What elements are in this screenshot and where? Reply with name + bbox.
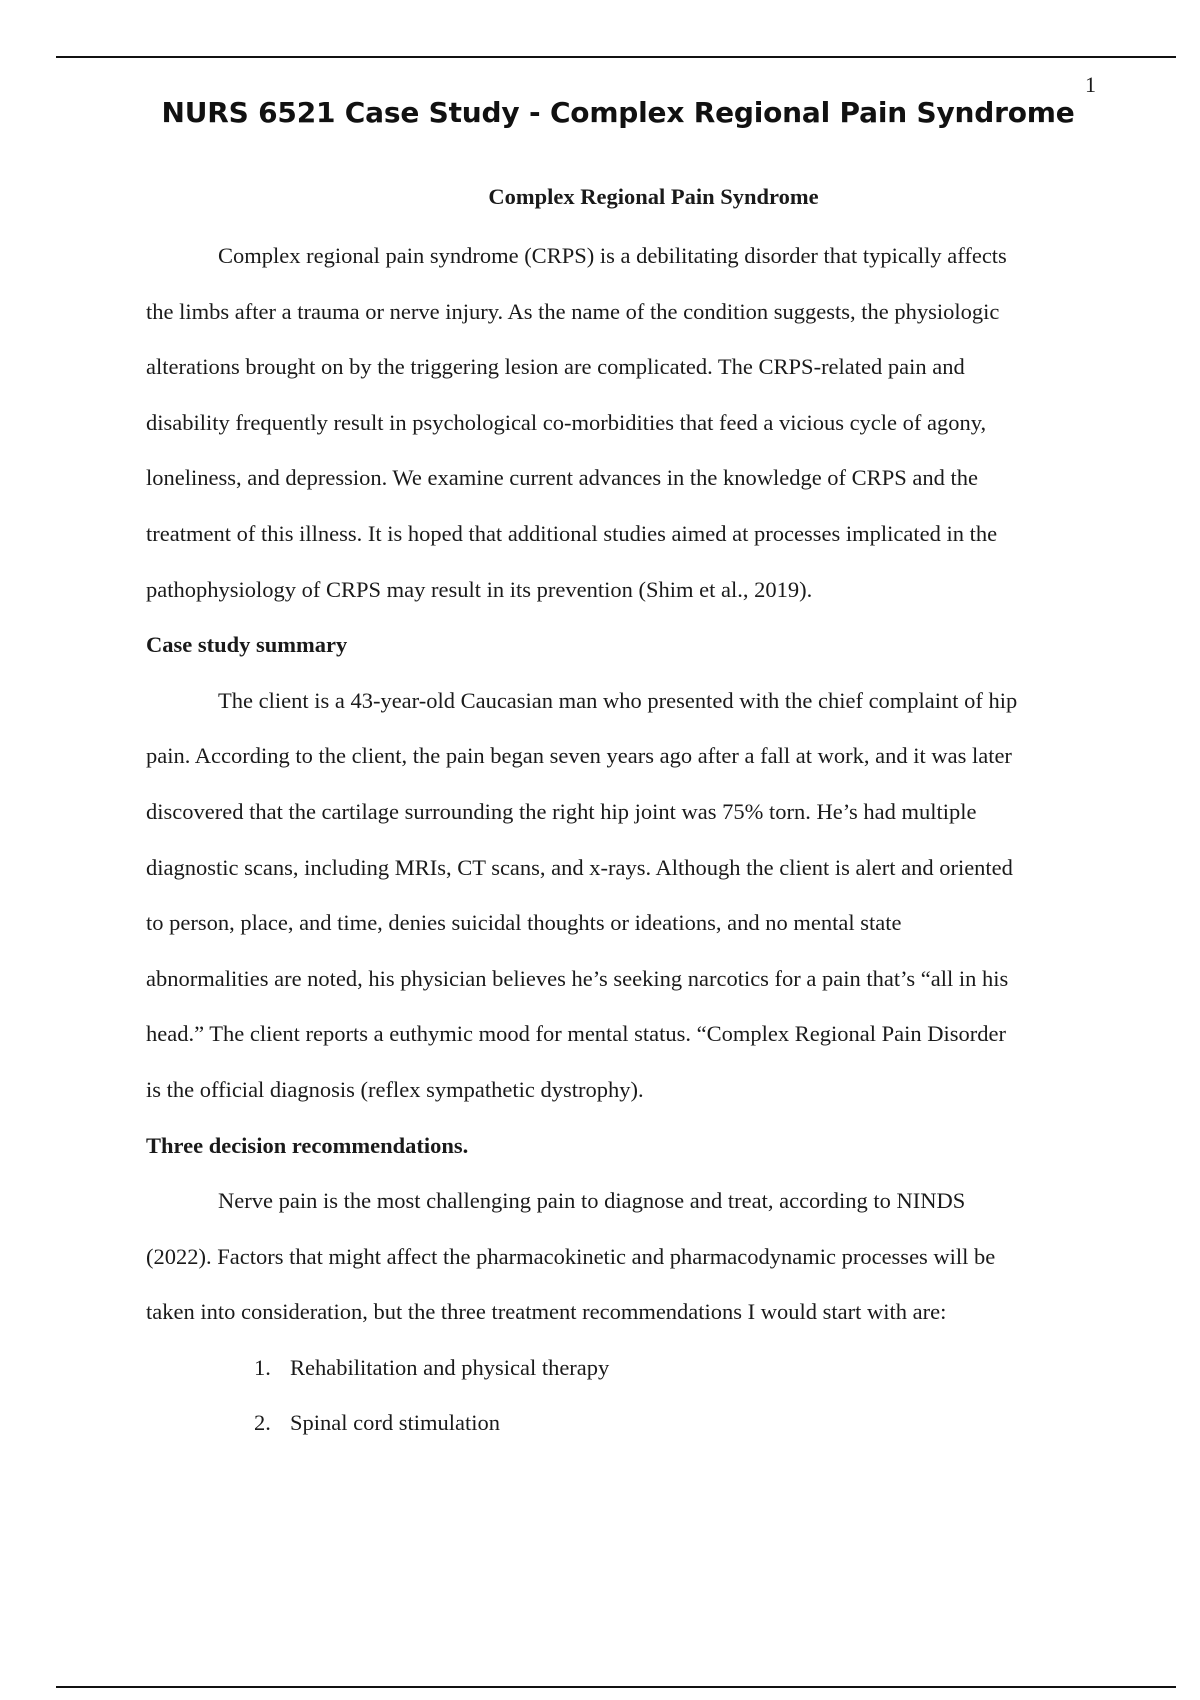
list-text: Spinal cord stimulation [290, 1410, 500, 1436]
recommendations-paragraph [146, 1173, 1086, 1340]
paragraph-line: The client is a 43-year-old Caucasian man who presented with the chief complaint of hip [218, 687, 1018, 713]
paper-title: Complex Regional Pain Syndrome [488, 184, 819, 209]
bottom-rule [56, 1686, 1176, 1688]
document-title: NURS 6521 Case Study - Complex Regional Pain Syndrome [161, 96, 1075, 129]
paragraph-line: head.” The client reports a euthymic mood for mental status. “Complex Regional Pain Disorder [146, 1021, 1006, 1047]
list-item [146, 1340, 1086, 1396]
paragraph-line: (2022). Factors that might affect the pharmacokinetic and pharmacodynamic processes will be [146, 1243, 996, 1269]
paragraph-line: pathophysiology of CRPS may result in its prevention (Shim et al., 2019). [146, 576, 813, 602]
paragraph-line: discovered that the cartilage surrounding the right hip joint was 75% torn. He’s had multiple [146, 798, 977, 824]
paragraph-line: treatment of this illness. It is hoped that additional studies aimed at processes implicated in the [146, 520, 998, 546]
paragraph-line: disability frequently result in psychological co-morbidities that feed a vicious cycle of agony, [146, 409, 987, 435]
case-summary-paragraph [146, 673, 1086, 1118]
paragraph-line: Nerve pain is the most challenging pain to diagnose and treat, according to NINDS [218, 1188, 966, 1214]
recommendations-heading: Three decision recommendations. [146, 1132, 469, 1158]
paragraph-line: alterations brought on by the triggering lesion are complicated. The CRPS-related pain and [146, 354, 965, 380]
paragraph-line: taken into consideration, but the three treatment recommendations I would start with are: [146, 1299, 947, 1325]
paragraph-line: to person, place, and time, denies suicidal thoughts or ideations, and no mental state [146, 910, 902, 936]
list-number: 1. [254, 1354, 271, 1380]
list-item [146, 1395, 1086, 1451]
paragraph-line: loneliness, and depression. We examine current advances in the knowledge of CRPS and the [146, 465, 978, 491]
top-rule [56, 56, 1176, 58]
page-number: 1 [1085, 72, 1096, 97]
paragraph-line: is the official diagnosis (reflex sympathetic dystrophy). [146, 1076, 644, 1102]
paragraph-line: diagnostic scans, including MRIs, CT scans, and x-rays. Although the client is alert and oriented [146, 854, 1013, 880]
document-body [146, 228, 1086, 1451]
paragraph-line: Complex regional pain syndrome (CRPS) is a debilitating disorder that typically affects [218, 243, 1007, 268]
recommendations-list [146, 1340, 1086, 1451]
intro-paragraph [146, 228, 1086, 617]
case-summary-heading: Case study summary [146, 632, 348, 658]
paragraph-line: the limbs after a trauma or nerve injury. As the name of the condition suggests, the physiologic [146, 298, 1000, 324]
paragraph-line: pain. According to the client, the pain began seven years ago after a fall at work, and it was later [146, 743, 1012, 769]
paragraph-line: abnormalities are noted, his physician believes he’s seeking narcotics for a pain that’s “all in his [146, 965, 1009, 991]
list-text: Rehabilitation and physical therapy [290, 1354, 610, 1380]
list-number: 2. [254, 1410, 271, 1436]
